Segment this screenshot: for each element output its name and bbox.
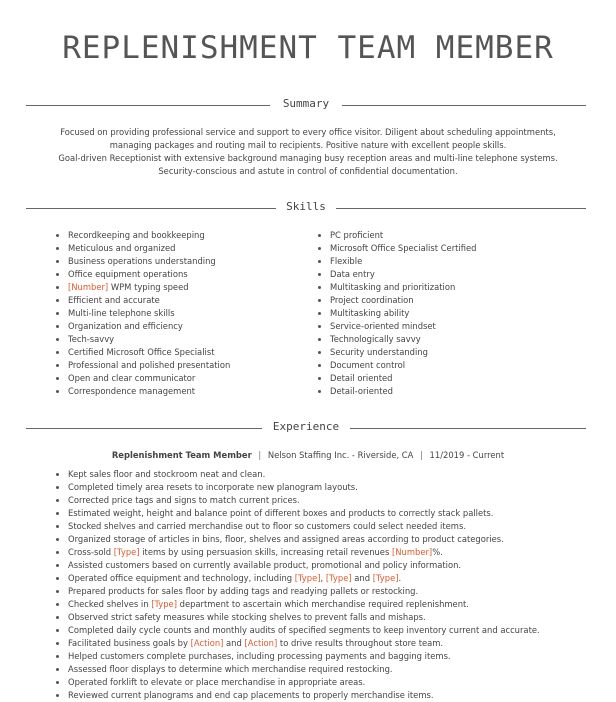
skill-item [54,281,294,294]
experience-text: Observed strict safety measures while stocking shelves to prevent falls and mishaps. [68,612,426,622]
experience-title: Experience [272,420,340,433]
skill-item: Multi-line telephone skills [54,307,294,320]
summary-line: Focused on providing professional service and support to every office visitor. Diligent about scheduling appointments, [60,127,556,137]
placeholder-token: [Type] [325,573,352,583]
experience-text: Assessed floor displays to determine which merchandise required restocking. [68,664,393,674]
experience-item [54,468,594,481]
placeholder-token: [Number] [392,547,433,557]
skill-item: Project coordination [316,294,556,307]
experience-item [54,611,594,624]
summary-title: Summary [282,97,330,110]
experience-text: . [398,573,402,583]
divider-line [350,428,586,429]
summary-line: Goal-driven Receptionist with extensive background managing busy reception areas and multi-line telephone systems. [58,153,558,163]
experience-text: Corrected price tags and signs to match current prices. [68,495,300,505]
skill-item: Certified Microsoft Office Specialist [54,346,294,359]
experience-text: and [223,638,245,648]
skill-item: Data entry [316,268,556,281]
skill-item: Organization and efficiency [54,320,294,333]
experience-text: Operated office equipment and technology, including [68,573,295,583]
skill-item: Detail-oriented [316,385,556,398]
skill-item: Meticulous and organized [54,242,294,255]
experience-text: Assisted customers based on currently available product, promotional and policy information. [68,560,462,570]
experience-text: to drive results throughout store team. [277,638,444,648]
skill-item: Tech-savvy [54,333,294,346]
skill-item: Professional and polished presentation [54,359,294,372]
skill-item: Multitasking and prioritization [316,281,556,294]
separator: | [258,450,262,460]
experience-text: Facilitated business goals by [68,638,191,648]
experience-text: Helped customers complete purchases, including processing payments and bagging items. [68,651,451,661]
job-header [0,450,616,460]
summary-line: managing packages and routing mail to recipients. Positive nature with excellent people skills. [109,140,507,150]
skills-list-right [316,229,556,398]
experience-text: items by using persuasion skills, increasing retail revenues [139,547,392,557]
summary-text [40,126,576,178]
skill-item: Business operations understanding [54,255,294,268]
experience-text: Organized storage of articles in bins, floor, shelves and assigned areas according to product categories. [68,534,504,544]
experience-list [54,468,594,702]
skill-item: Document control [316,359,556,372]
skill-item: Security understanding [316,346,556,359]
experience-item [54,637,594,650]
experience-heading [26,420,586,436]
skills-title: Skills [286,200,326,213]
experience-item [54,624,594,637]
experience-item [54,546,594,559]
placeholder-token: [Type] [113,547,140,557]
summary-heading [26,97,586,113]
experience-item [54,689,594,702]
experience-text: Cross-sold [68,547,114,557]
job-company: Nelson Staffing Inc. - Riverside, CA [267,450,414,460]
job-title: Replenishment Team Member [111,450,252,460]
experience-text: Checked shelves in [68,599,152,609]
experience-text: Stocked shelves and carried merchandise out to floor so customers could select needed items. [68,521,466,531]
skill-item: Correspondence management [54,385,294,398]
experience-text: Prepared products for sales floor by adding tags and readying pallets or restocking. [68,586,419,596]
skill-item: Technologically savvy [316,333,556,346]
skill-item: Microsoft Office Specialist Certified [316,242,556,255]
summary-line: Security-conscious and astute in control of confidential documentation. [158,166,458,176]
experience-item [54,598,594,611]
skill-item: Service-oriented mindset [316,320,556,333]
skills-heading [26,200,586,216]
experience-item [54,533,594,546]
experience-item [54,507,594,520]
experience-text: Kept sales floor and stockroom neat and clean. [68,469,266,479]
experience-item [54,663,594,676]
divider-line [342,105,586,106]
experience-item [54,585,594,598]
experience-item [54,650,594,663]
placeholder-token: [Action] [190,638,224,648]
skill-item: Efficient and accurate [54,294,294,307]
divider-line [336,208,586,209]
experience-item [54,481,594,494]
experience-text: department to ascertain which merchandise required replenishment. [176,599,469,609]
experience-item [54,676,594,689]
experience-text: Completed daily cycle counts and monthly audits of specified segments to keep inventory current and accurate. [68,625,540,635]
placeholder-token: [Type] [372,573,399,583]
experience-text: and [351,573,373,583]
skill-item: Detail oriented [316,372,556,385]
skill-item: Multitasking ability [316,307,556,320]
resume-name: REPLENISHMENT TEAM MEMBER [62,30,554,66]
placeholder-token: [Type] [151,599,177,609]
skill-item: Flexible [316,255,556,268]
skill-item: Open and clear communicator [54,372,294,385]
skills-list-left [54,229,294,398]
experience-item [54,572,594,585]
experience-item [54,520,594,533]
separator: | [420,450,423,460]
experience-text: %. [432,547,443,557]
experience-text: Completed timely area resets to incorporate new planogram layouts. [68,482,358,492]
skill-item: Recordkeeping and bookkeeping [54,229,294,242]
experience-text: Operated forklift to elevate or place merchandise in appropriate areas. [68,677,366,687]
experience-item [54,494,594,507]
experience-text: , [320,573,326,583]
skill-text: WPM typing speed [108,282,189,292]
placeholder-token: [Action] [244,638,278,648]
experience-item [54,559,594,572]
placeholder-token: [Type] [294,573,321,583]
experience-text: Reviewed current planograms and end cap placements to properly merchandise items. [68,690,434,700]
experience-text: Estimated weight, height and balance point of different boxes and products to correctly stack pallets. [68,508,494,518]
placeholder-token: [Number] [68,282,109,292]
job-dates: 11/2019 - Current [429,450,505,460]
skill-item: PC proficient [316,229,556,242]
skill-item: Office equipment operations [54,268,294,281]
